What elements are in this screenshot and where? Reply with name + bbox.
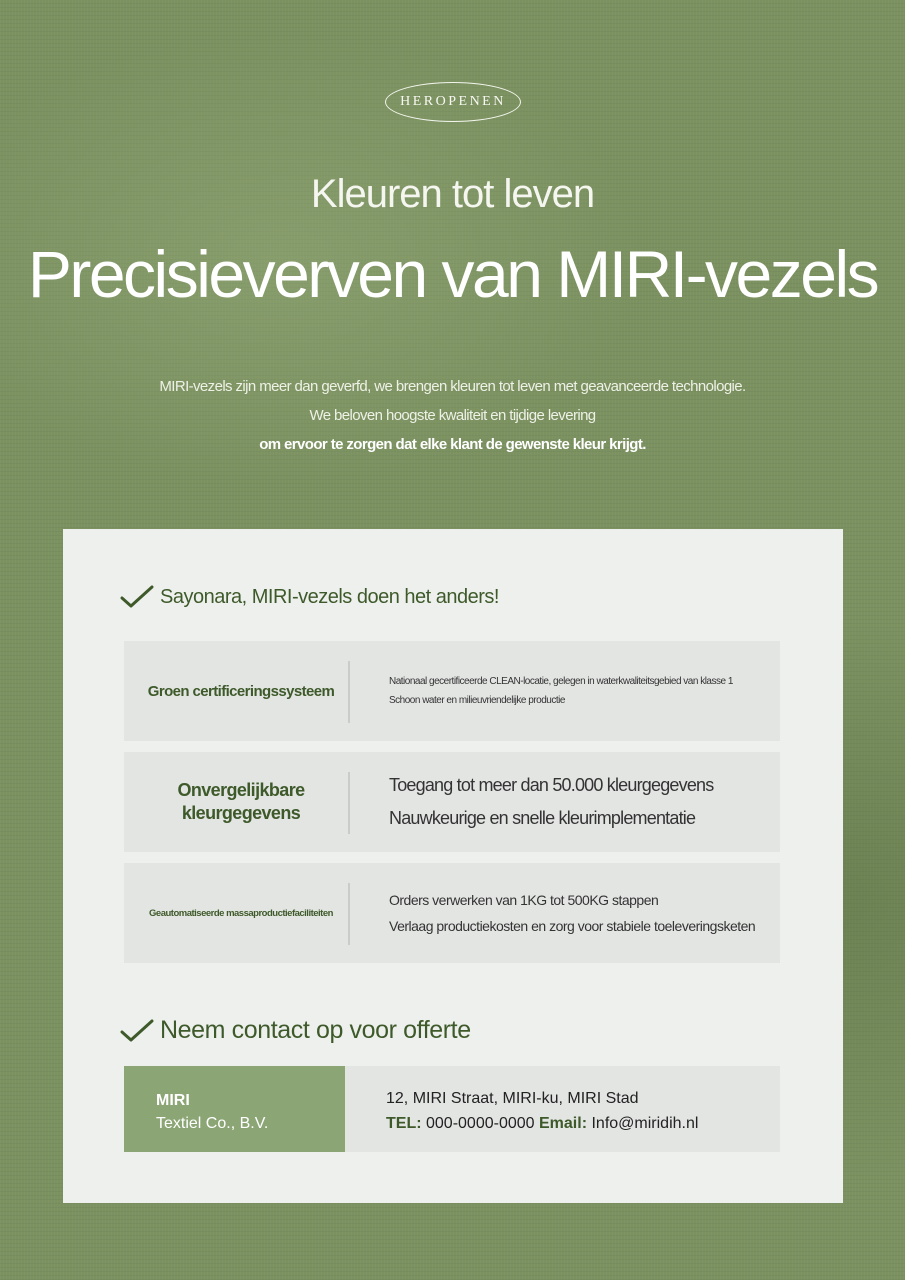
contact-info [386, 1086, 698, 1136]
feature-row-color-data [124, 752, 780, 852]
address: 12, MIRI Straat, MIRI-ku, MIRI Stad [386, 1090, 639, 1107]
intro-line-3: om ervoor te zorgen dat elke klant de gewenste kleur krijgt. [259, 436, 646, 453]
feature-label: Groen certificeringssysteem [147, 682, 335, 700]
contact-line [386, 1111, 698, 1136]
section-heading-text: Sayonara, MIRI-vezels doen het anders! [160, 585, 499, 608]
intro-text [0, 372, 905, 459]
divider [348, 661, 350, 723]
feature-line: Schoon water en milieuvriendelijke productie [389, 695, 565, 706]
checkmark-icon [120, 584, 154, 610]
tel-value[interactable]: 000-0000-0000 [426, 1115, 535, 1132]
feature-row-automation [124, 863, 780, 963]
intro-line-2: We beloven hoogste kwaliteit en tijdige levering [309, 407, 596, 424]
section-heading-contact [120, 1016, 471, 1045]
divider [348, 883, 350, 945]
hero-subtitle: Kleuren tot leven [310, 172, 595, 216]
feature-label-line: kleurgegevens [181, 803, 301, 823]
feature-label-line: Onvergelijkbare [177, 780, 305, 800]
feature-line: Toegang tot meer dan 50.000 kleurgegevens [389, 775, 714, 795]
feature-line: Verlaag productiekosten en zorg voor stabiele toeleveringsketen [389, 918, 756, 934]
feature-description [389, 641, 733, 741]
contact-block [124, 1066, 780, 1152]
feature-description [389, 863, 755, 963]
section-heading-features [120, 584, 499, 610]
checkmark-icon [120, 1018, 154, 1044]
tel-label: TEL: [386, 1115, 422, 1132]
section-heading-text: Neem contact op voor offerte [160, 1016, 471, 1044]
info-card [63, 529, 843, 1203]
intro-line-1: MIRI-vezels zijn meer dan geverfd, we brengen kleuren tot leven met geavanceerde technologie. [159, 378, 746, 395]
company-block [124, 1066, 345, 1152]
feature-row-certification [124, 641, 780, 741]
feature-line: Nauwkeurige en snelle kleurimplementatie [389, 808, 696, 828]
email-label: Email: [539, 1115, 588, 1132]
feature-label: Geautomatiseerde massaproductiefaciliteiten [149, 907, 333, 919]
feature-line: Nationaal gecertificeerde CLEAN-locatie, gelegen in waterkwaliteitsgebied van klasse 1 [389, 676, 733, 687]
logo-text: HEROPENEN [400, 94, 506, 109]
feature-description [389, 752, 713, 852]
email-value[interactable]: Info@miridih.nl [591, 1115, 699, 1132]
feature-line: Orders verwerken van 1KG tot 500KG stappen [389, 892, 659, 908]
company-subname: Textiel Co., B.V. [156, 1115, 269, 1132]
divider [348, 772, 350, 834]
hero-title: Precisieverven van MIRI-vezels [27, 237, 878, 311]
company-name: MIRI [156, 1092, 190, 1109]
feature-label [124, 752, 358, 852]
brand-logo [385, 82, 521, 122]
